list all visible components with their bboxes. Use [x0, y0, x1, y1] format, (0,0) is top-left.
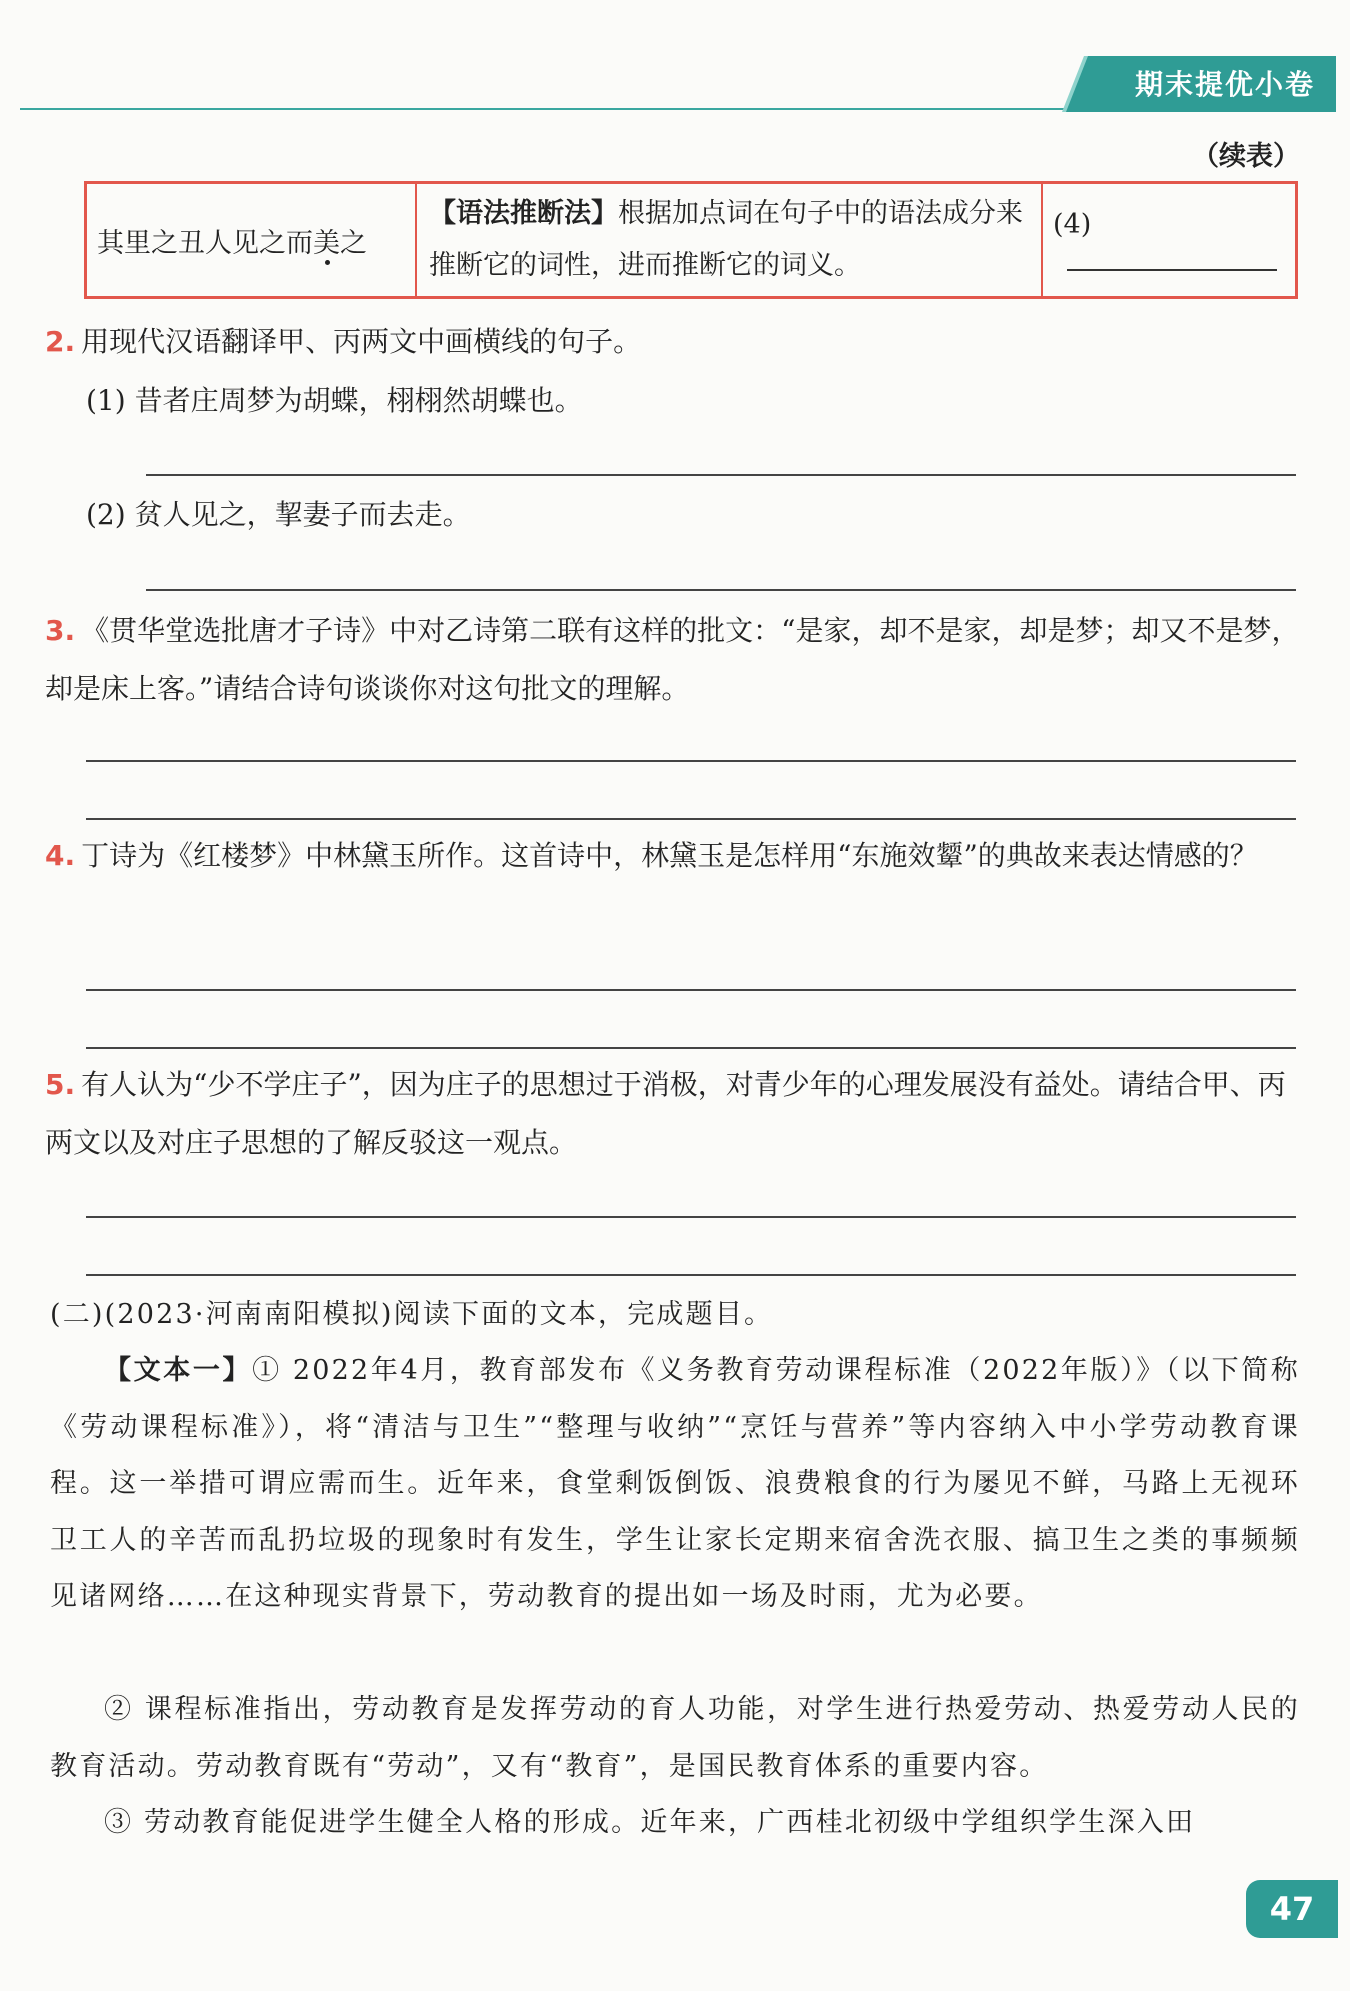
- sub-item-1: (1) 昔者庄周梦为胡蝶，栩栩然胡蝶也。: [86, 384, 583, 417]
- continued-label: （续表）: [1192, 141, 1300, 172]
- answer-line[interactable]: [86, 818, 1296, 820]
- passage-paragraph-1: [50, 1343, 1300, 1626]
- answer-line[interactable]: [146, 589, 1296, 591]
- answer-label: (4): [1053, 209, 1092, 240]
- question-number: 5.: [45, 1068, 76, 1101]
- passage-text: ① 2022年4月，教育部发布《义务教育劳动课程标准（2022年版）》（以下简称《劳动课程标准》），将“清洁与卫生”“整理与收纳”“烹饪与营养”等内容纳入中小学劳动教育课程。这一举措可谓应需而生。近年来，食堂剩饭倒饭、浪费粮食的行为屡见不鲜，马路上无视环卫工人的辛苦而乱扔垃圾的现象时有发生，学生让家长定期来宿舍洗衣服、搞卫生之类的事频频见诸网络……在这种现实背景下，劳动教育的提出如一场及时雨，尤为必要。: [50, 1355, 1301, 1612]
- question-3: [45, 602, 1300, 718]
- page-number: 47: [1246, 1880, 1338, 1938]
- answer-line[interactable]: [86, 1047, 1296, 1049]
- question-text: 《贯华堂选批唐才子诗》中对乙诗第二联有这样的批文：“是家，却不是家，却是梦；却又不是梦，却是床上客。”请结合诗句谈谈你对这句批文的理解。: [45, 614, 1300, 705]
- answer-cell: [1042, 183, 1297, 298]
- passage-paragraph-3: ③ 劳动教育能促进学生健全人格的形成。近年来，广西桂北初级中学组织学生深入田: [104, 1807, 1196, 1838]
- header-rule: [20, 108, 1090, 110]
- question-2: [45, 313, 1300, 371]
- answer-line[interactable]: [86, 989, 1296, 991]
- example-text-before: 其里之丑人见之而: [97, 227, 313, 259]
- example-text-after: 之: [340, 227, 367, 259]
- dotted-word: 美: [313, 227, 340, 259]
- answer-line[interactable]: [146, 474, 1296, 476]
- question-text: 有人认为“少不学庄子”，因为庄子的思想过于消极，对青少年的心理发展没有益处。请结合甲、丙两文以及对庄子思想的了解反驳这一观点。: [45, 1068, 1286, 1159]
- passage-label: 【文本一】: [104, 1355, 253, 1386]
- section-two-heading: (二)(2023·河南南阳模拟)阅读下面的文本，完成题目。: [50, 1299, 774, 1330]
- method-name: 【语法推断法】: [429, 198, 618, 229]
- question-number: 3.: [45, 614, 76, 647]
- question-5: [45, 1056, 1300, 1172]
- method-table: [84, 181, 1298, 299]
- answer-blank[interactable]: [1067, 243, 1277, 271]
- table-row: [86, 183, 1297, 298]
- question-text: 用现代汉语翻译甲、丙两文中画横线的句子。: [81, 325, 642, 358]
- answer-line[interactable]: [86, 1216, 1296, 1218]
- question-text: 丁诗为《红楼梦》中林黛玉所作。这首诗中，林黛玉是怎样用“东施效颦”的典故来表达情感的？: [81, 839, 1258, 872]
- header-title: 期末提优小卷: [1134, 68, 1315, 101]
- answer-line[interactable]: [86, 1274, 1296, 1276]
- sub-item-2: (2) 贫人见之，挈妻子而去走。: [86, 498, 471, 531]
- method-cell: [416, 183, 1042, 298]
- question-4: [45, 827, 1300, 885]
- passage-paragraph-2: ② 课程标准指出，劳动教育是发挥劳动的育人功能，对学生进行热爱劳动、热爱劳动人民的教育活动。劳动教育既有“劳动”，又有“教育”，是国民教育体系的重要内容。: [50, 1694, 1300, 1782]
- example-cell: [86, 183, 417, 298]
- question-number: 2.: [45, 325, 76, 358]
- question-number: 4.: [45, 839, 76, 872]
- method-desc: 根据加点词在句子中的语法成分来推断它的词性，进而推断它的词义。: [429, 198, 1023, 281]
- answer-line[interactable]: [86, 760, 1296, 762]
